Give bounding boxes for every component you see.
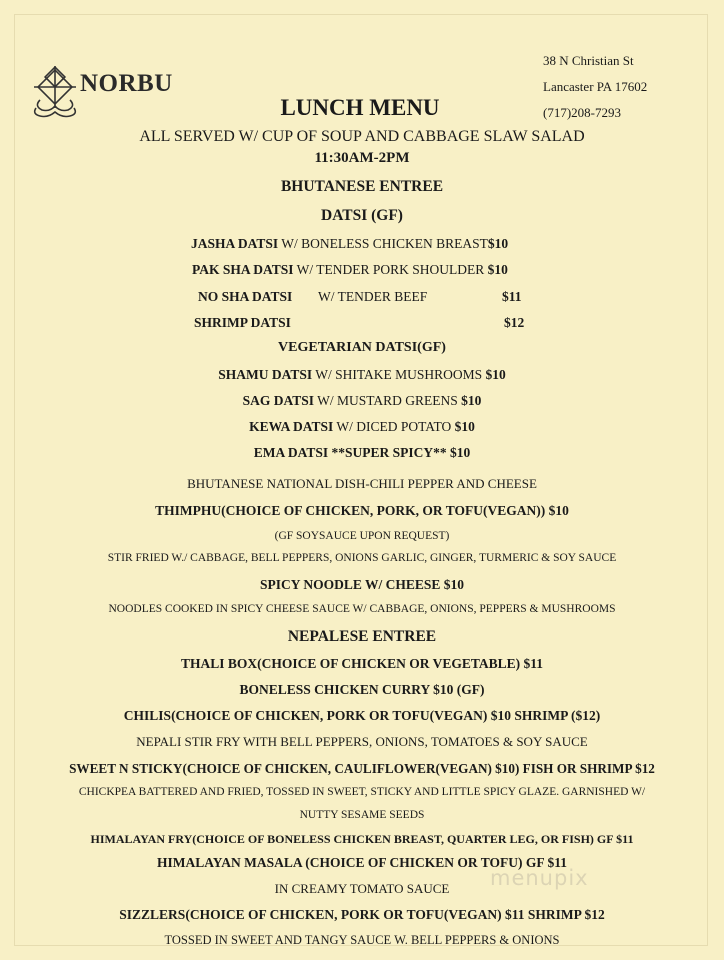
sweet-sticky-desc-2: NUTTY SESAME SEEDS [299,809,425,821]
item-name: JASHA DATSI [191,236,279,251]
spicy-noodle-item: SPICY NOODLE W/ CHEESE $10 [259,577,465,592]
item-desc: W/ BONELESS CHICKEN BREAST [278,236,488,251]
menu-item [194,315,291,331]
item-desc: **SUPER SPICY** [328,445,451,460]
address-city: Lancaster PA 17602 [543,79,648,94]
menu-subtitle: ALL SERVED W/ CUP OF SOUP AND CABBAGE SLAW SALAD [139,128,585,145]
curry-item: BONELESS CHICKEN CURRY $10 (GF) [239,682,485,697]
menu-item [192,262,508,278]
menu-item [198,289,292,305]
item-name: SHAMU DATSI [218,367,313,382]
item-price: $10 [450,445,471,460]
himalayan-masala-item: HIMALAYAN MASALA (CHOICE OF CHICKEN OR TOFU) GF $11 [156,855,568,870]
item-desc: W/ TENDER PORK SHOULDER [293,262,488,277]
item-name: PAK SHA DATSI [192,262,294,277]
menu-item [0,445,724,461]
menu-item [0,419,724,435]
menu-item [191,236,508,252]
national-dish-note: BHUTANESE NATIONAL DISH-CHILI PEPPER AND CHEESE [187,476,537,491]
item-name: NO SHA DATSI [198,289,293,304]
menu-title: LUNCH MENU [280,95,440,120]
item-desc: W/ MUSTARD GREENS [313,393,462,408]
bhutanese-heading: BHUTANESE ENTREE [280,178,444,195]
item-price: $10 [487,262,508,277]
sizzlers-desc: TOSSED IN SWEET AND TANGY SAUCE W. BELL PEPPERS & ONIONS [164,933,560,947]
item-price: $10 [487,236,509,251]
item-price: $11 [502,289,522,304]
menu-item [0,393,724,409]
item-price: $10 [461,393,482,408]
vegetarian-heading: VEGETARIAN DATSI(GF) [278,340,446,355]
item-name: SHRIMP DATSI [194,315,291,330]
thali-item: THALI BOX(CHOICE OF CHICKEN OR VEGETABLE) $11 [180,656,544,671]
sweet-sticky-item: SWEET N STICKY(CHOICE OF CHICKEN, CAULIFLOWER(VEGAN) $10) FISH OR SHRIMP $12 [69,761,655,776]
item-desc: W/ TENDER BEEF [318,289,428,304]
chilis-item: CHILIS(CHOICE OF CHICKEN, PORK OR TOFU(VEGAN) $10 SHRIMP ($12) [123,708,601,723]
item-price: $12 [504,315,525,330]
brand-name: NORBU [80,70,173,97]
item-price: $10 [454,419,475,434]
item-price: $10 [485,367,506,382]
address-street: 38 N Christian St [543,53,634,68]
nepalese-heading: NEPALESE ENTREE [287,628,437,645]
chilis-desc: NEPALI STIR FRY WITH BELL PEPPERS, ONIONS, TOMATOES & SOY SAUCE [136,734,588,749]
sizzlers-item: SIZZLERS(CHOICE OF CHICKEN, PORK OR TOFU(VEGAN) $11 SHRIMP $12 [119,907,605,922]
thimphu-item: THIMPHU(CHOICE OF CHICKEN, PORK, OR TOFU(VEGAN)) $10 [155,503,569,518]
soysauce-note: (GF SOYSAUCE UPON REQUEST) [274,530,450,542]
himalayan-fry-item: HIMALAYAN FRY(CHOICE OF BONELESS CHICKEN BREAST, QUARTER LEG, OR FISH) GF $11 [90,832,634,846]
item-name: SAG DATSI [242,393,314,408]
menu-item [0,367,724,383]
address-phone: (717)208-7293 [543,105,621,120]
spicy-noodle-desc: NOODLES COOKED IN SPICY CHEESE SAUCE W/ CABBAGE, ONIONS, PEPPERS & MUSHROOMS [108,603,616,615]
masala-desc: IN CREAMY TOMATO SAUCE [274,881,450,896]
item-desc: W/ SHITAKE MUSHROOMS [312,367,486,382]
menupix-watermark: menupix [490,866,589,890]
item-desc: W/ DICED POTATO [333,419,455,434]
lunch-hours: 11:30AM-2PM [314,150,410,166]
item-name: KEWA DATSI [249,419,334,434]
sweet-sticky-desc-1: CHICKPEA BATTERED AND FRIED, TOSSED IN SWEET, STICKY AND LITTLE SPICY GLAZE. GARNISHED W/ [78,786,646,798]
thimphu-desc: STIR FRIED W./ CABBAGE, BELL PEPPERS, ONIONS GARLIC, GINGER, TURMERIC & SOY SAUCE [107,552,617,564]
item-name: EMA DATSI [253,445,329,460]
datsi-heading: DATSI (GF) [321,207,403,224]
